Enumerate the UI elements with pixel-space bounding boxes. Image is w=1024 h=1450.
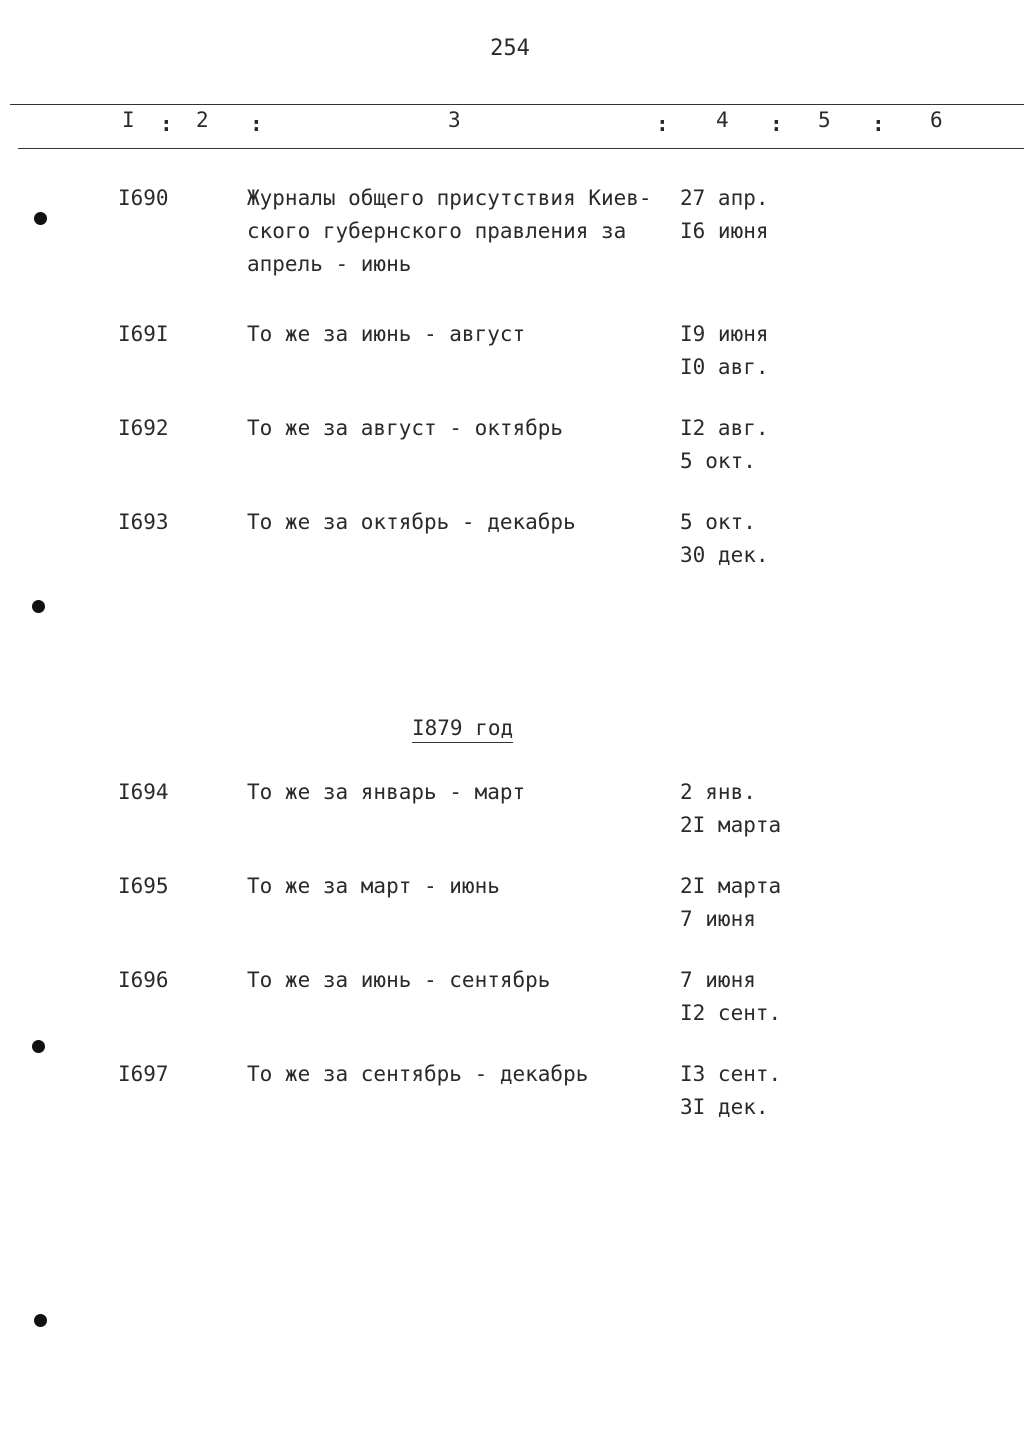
header-top-rule bbox=[10, 104, 1024, 105]
entry-date-end: 5 окт. bbox=[680, 449, 756, 473]
entry-dates bbox=[680, 870, 820, 936]
entry-number: I693 bbox=[118, 510, 169, 534]
entry-date-end: 30 дек. bbox=[680, 543, 769, 567]
punch-hole bbox=[32, 600, 45, 613]
entry-date-end: 2I марта bbox=[680, 813, 782, 837]
entry-dates bbox=[680, 1058, 820, 1124]
column-separator: : bbox=[872, 112, 885, 136]
punch-hole bbox=[34, 1314, 47, 1327]
year-heading: I879 год bbox=[412, 716, 513, 743]
entry-date-start: I9 июня bbox=[680, 322, 769, 346]
column-header-1: I bbox=[122, 108, 135, 132]
entry-date-start: I3 сент. bbox=[680, 1062, 782, 1086]
column-header-2: 2 bbox=[196, 108, 209, 132]
entry-date-start: 2 янв. bbox=[680, 780, 756, 804]
entry-description: То же за июнь - сентябрь bbox=[247, 968, 551, 992]
column-separator: : bbox=[250, 112, 263, 136]
entry-date-start: 27 апр. bbox=[680, 186, 769, 210]
column-header-5: 5 bbox=[818, 108, 831, 132]
column-header-6: 6 bbox=[930, 108, 943, 132]
entry-date-end: 3I дек. bbox=[680, 1095, 769, 1119]
entry-description: То же за сентябрь - декабрь bbox=[247, 1062, 589, 1086]
entry-dates bbox=[680, 506, 820, 572]
entry-date-start: 7 июня bbox=[680, 968, 756, 992]
entry-date-end: I0 авг. bbox=[680, 355, 769, 379]
entry-date-end: I2 сент. bbox=[680, 1001, 782, 1025]
column-header-4: 4 bbox=[716, 108, 729, 132]
header-bottom-rule bbox=[18, 148, 1024, 149]
entry-dates bbox=[680, 318, 820, 384]
entry-description: То же за октябрь - декабрь bbox=[247, 510, 576, 534]
punch-hole bbox=[32, 1040, 45, 1053]
entry-number: I692 bbox=[118, 416, 169, 440]
column-separator: : bbox=[160, 112, 173, 136]
entry-number: I697 bbox=[118, 1062, 169, 1086]
column-separator: : bbox=[656, 112, 669, 136]
entry-description: То же за март - июнь bbox=[247, 874, 500, 898]
entry-dates bbox=[680, 182, 820, 248]
entry-number: I696 bbox=[118, 968, 169, 992]
entry-number: I694 bbox=[118, 780, 169, 804]
entry-date-end: I6 июня bbox=[680, 219, 769, 243]
entry-date-start: 5 окт. bbox=[680, 510, 756, 534]
column-header-3: 3 bbox=[448, 108, 461, 132]
entry-dates bbox=[680, 964, 820, 1030]
page-number: 254 bbox=[490, 36, 530, 61]
entry-description: То же за август - октябрь bbox=[247, 416, 564, 440]
punch-hole bbox=[34, 212, 47, 225]
entry-description: То же за январь - март bbox=[247, 780, 526, 804]
entry-date-end: 7 июня bbox=[680, 907, 756, 931]
entry-number: I695 bbox=[118, 874, 169, 898]
column-separator: : bbox=[770, 112, 783, 136]
entry-description: Журналы общего присутствия Киев- ского губернского правления за апрель - июнь bbox=[247, 186, 652, 276]
entry-date-start: I2 авг. bbox=[680, 416, 769, 440]
entry-number: I690 bbox=[118, 186, 169, 210]
entry-description: То же за июнь - август bbox=[247, 322, 526, 346]
entry-dates bbox=[680, 412, 820, 478]
entry-dates bbox=[680, 776, 820, 842]
entry-date-start: 2I марта bbox=[680, 874, 782, 898]
entry-number: I69I bbox=[118, 322, 169, 346]
